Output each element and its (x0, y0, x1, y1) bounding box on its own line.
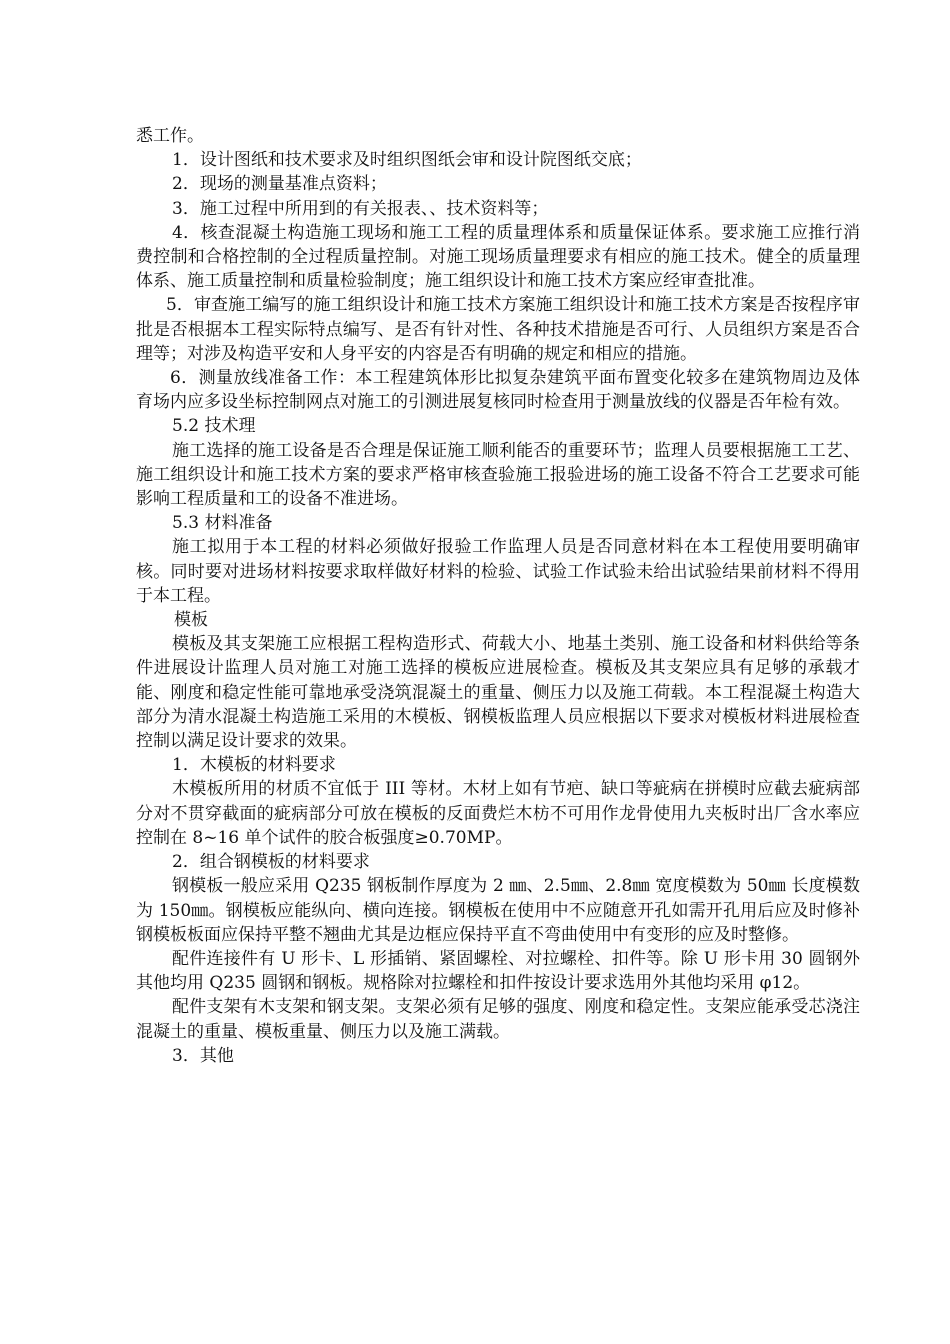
paragraph-wood-formwork: 木模板所用的材质不宜低于 III 等材。木材上如有节疤、缺口等疵病在拼模时应截去疵病部分对不贯穿截面的疵病部分可放在模板的反面费烂木枋不可用作龙骨使用九夹板时出厂含水率应控制在 8~16 单个试件的胶合板强度≥0.70MP。 (136, 779, 860, 848)
section-heading-5-3: 5.3 材料准备 (172, 513, 273, 534)
paragraph-steel-formwork: 钢模板一般应采用 Q235 钢板制作厚度为 2 ㎜、2.5㎜、2.8㎜ 宽度模数为 50㎜ 长度模数为 150㎜。钢模板应能纵向、横向连接。钢模板在使用中不应随意开孔如需开孔用后应及时修补钢模板板面应保持平整不翘曲尤其是边框应保持平直不弯曲使用中有变形的应及时整修。 (136, 876, 860, 945)
section-heading-formwork: 模板 (174, 610, 208, 631)
list-item-3: 3．施工过程中所用到的有关报表、、技术资料等； (172, 198, 549, 219)
paragraph-supports: 配件支架有木支架和钢支架。支架必须有足够的强度、刚度和稳定性。支架应能承受芯浇注混凝土的重量、模板重量、侧压力以及施工满载。 (136, 997, 860, 1042)
section-heading-5-2: 5.2 技术理 (172, 416, 256, 437)
paragraph-5-2: 施工选择的施工设备是否合理是保证施工顺利能否的重要环节；监理人员要根据施工工艺、施工组织设计和施工技术方案的要求严格审核查验施工报验进场的施工设备不符合工艺要求可能影响工程质量和工的设备不准进场。 (136, 440, 860, 510)
list-item-6: 6．测量放线准备工作：本工程建筑体形比拟复杂建筑平面布置变化较多在建筑物周边及体育场内应多设坐标控制网点对施工的引测进展复核同时检查用于测量放线的仪器是否年检有效。 (136, 368, 860, 413)
list-item-1: 1．设计图纸和技术要求及时组织图纸会审和设计院图纸交底； (172, 150, 642, 171)
paragraph-formwork: 模板及其支架施工应根据工程构造形式、荷载大小、地基土类别、施工设备和材料供给等条件进展设计监理人员对施工对施工选择的模板应进展检查。模板及其支架应具有足够的承载才能、刚度和稳定性能可靠地承受浇筑混凝土的重量、侧压力以及施工荷载。本工程混凝土构造大部分为清水混凝土构造施工采用的木模板、钢模板监理人员应根据以下要求对模板材料进展检查控制以满足设计要求的效果。 (136, 634, 860, 752)
subheading-other: 3．其他 (172, 1045, 234, 1066)
list-item-4: 4．核查混凝土构造施工现场和施工工程的质量理体系和质量保证体系。要求施工应推行消费控制和合格控制的全过程质量控制。对施工现场质量理要求有相应的施工技术。健全的质量理体系、施工质量控制和质量检验制度；施工组织设计和施工技术方案应经审查批准。 (136, 222, 860, 292)
paragraph-connectors: 配件连接件有 U 形卡、L 形插销、紧固螺栓、对拉螺栓、扣件等。除 U 形卡用 30 圆钢外其他均用 Q235 圆钢和钢板。规格除对拉螺栓和扣件按设计要求选用外其他均采用 φ12。 (136, 948, 860, 994)
subheading-wood-formwork: 1．木模板的材料要求 (172, 755, 336, 776)
subheading-steel-formwork: 2．组合钢模板的材料要求 (172, 852, 370, 873)
document-body (136, 124, 860, 1068)
list-item-5: 5．审查施工编写的施工组织设计和施工技术方案施工组织设计和施工技术方案是否按程序审批是否根据本工程实际特点编写、是否有针对性、各种技术措施是否可行、人员组织方案是否合理等；对涉及构造平安和人身平安的内容是否有明确的规定和相应的措施。 (136, 295, 860, 364)
paragraph-5-3: 施工拟用于本工程的材料必须做好报验工作监理人员是否同意材料在本工程使用要明确审核。同时要对进场材料按要求取样做好材料的检验、试验工作试验未给出试验结果前材料不得用于本工程。 (136, 537, 860, 606)
list-item-2: 2．现场的测量基准点资料； (172, 174, 387, 195)
paragraph-continuation: 悉工作。 (136, 126, 204, 146)
